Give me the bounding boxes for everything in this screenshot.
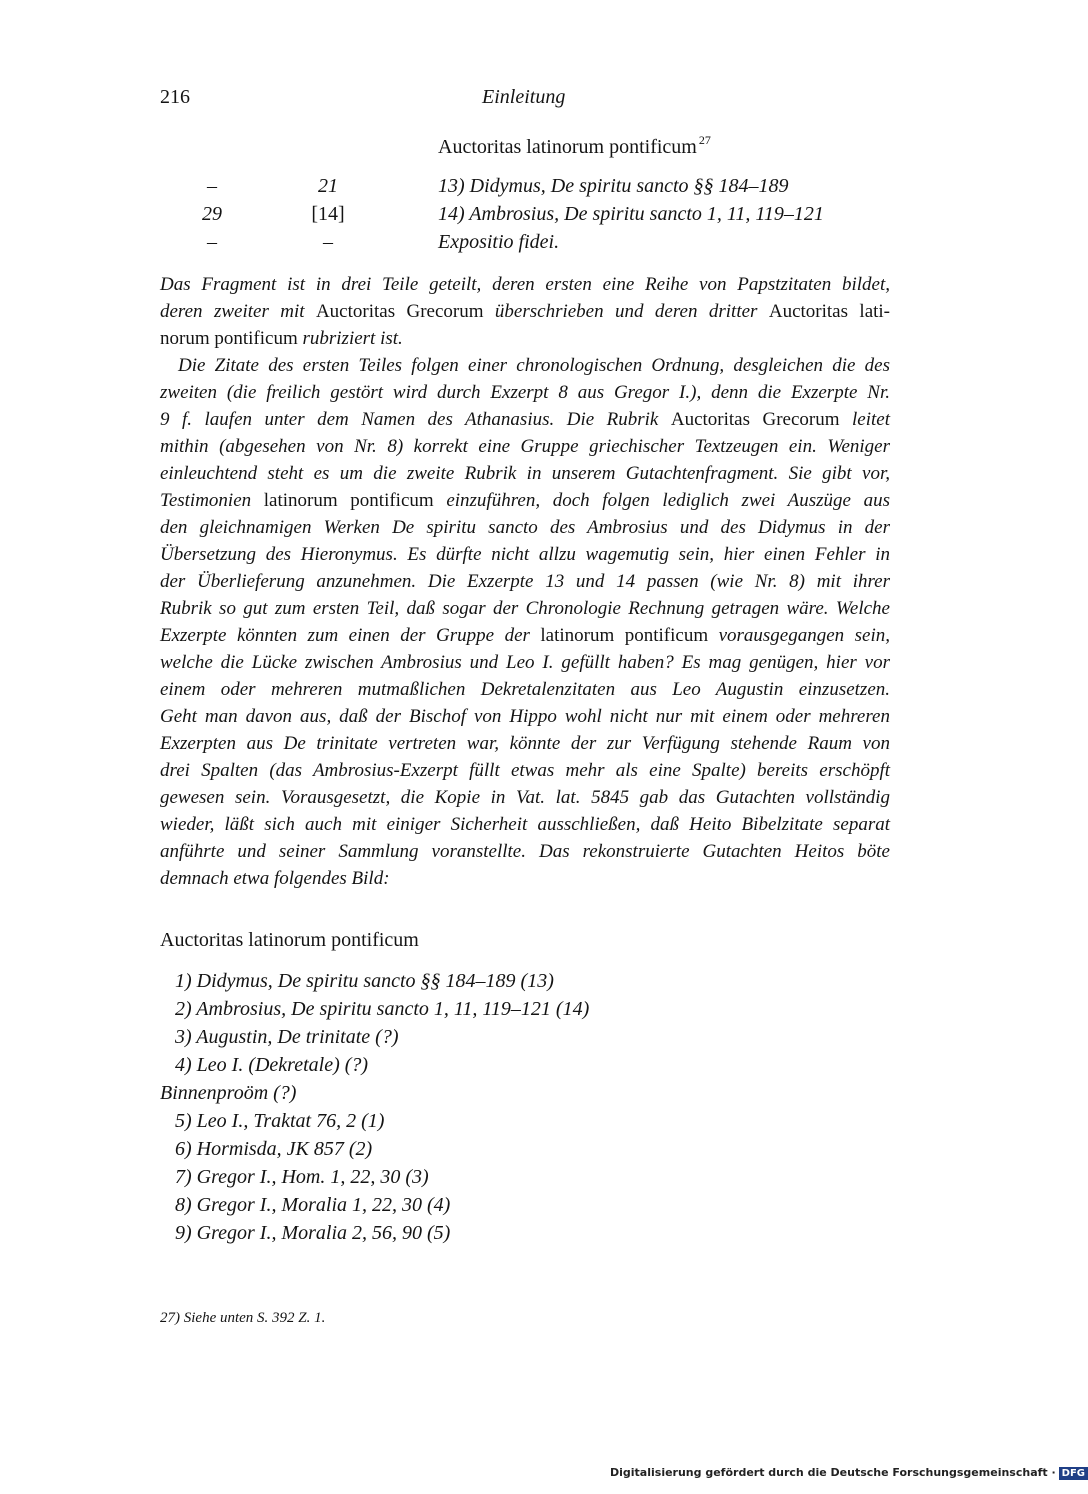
text-line: einem oder mehreren mutmaßlichen Dekretalenzitaten aus Leo Augustin einzusetzen. bbox=[160, 679, 890, 700]
table-cell-col1: – bbox=[207, 231, 217, 253]
list-item: 1) Didymus, De spiritu sancto §§ 184–189 (13) bbox=[175, 970, 554, 992]
page-number: 216 bbox=[160, 86, 190, 108]
footnote-marker: 27 bbox=[698, 133, 711, 147]
table-cell-col1: – bbox=[207, 175, 217, 197]
text-line: norum pontificum rubriziert ist. bbox=[160, 328, 403, 349]
running-head: Einleitung bbox=[482, 86, 566, 108]
footnote: 27) Siehe unten S. 392 Z. 1. bbox=[160, 1310, 326, 1326]
text-line: Exzerpte könnten zum einen der Gruppe der latinorum pontificum vorausgegangen sein, bbox=[160, 625, 890, 646]
text-line: mithin (abgesehen von Nr. 8) korrekt eine Gruppe griechischer Textzeugen ein. Weniger bbox=[160, 436, 890, 457]
list-item: 9) Gregor I., Moralia 2, 56, 90 (5) bbox=[175, 1222, 451, 1244]
table-cell-col2: 21 bbox=[318, 175, 338, 197]
text-line: drei Spalten (das Ambrosius-Exzerpt füllt etwas mehr als eine Spalte) bereits erschöpft bbox=[160, 760, 890, 781]
text-line: Rubrik so gut zum ersten Teil, daß sogar der Chronologie Rechnung getragen wäre. Welche bbox=[160, 598, 890, 619]
table-title-text: Auctoritas latinorum pontificum bbox=[438, 136, 697, 158]
text-line: deren zweiter mit Auctoritas Grecorum überschrieben und deren dritter Auctoritas lati- bbox=[160, 301, 891, 322]
text-line: zweiten (die freilich gestört wird durch Exzerpt 8 aus Gregor I.), denn die Exzerpte Nr. bbox=[160, 382, 890, 403]
table-cell-col3: 14) Ambrosius, De spiritu sancto 1, 11, 119–121 bbox=[438, 203, 824, 225]
text-line: einleuchtend steht es um die zweite Rubrik in unserem Gutachtenfragment. Sie gibt vor, bbox=[160, 463, 890, 484]
text-line: Exzerpten aus De trinitate vertreten war, könnte der zur Verfügung stehende Raum von bbox=[160, 733, 890, 754]
list-item: 8) Gregor I., Moralia 1, 22, 30 (4) bbox=[175, 1194, 451, 1216]
table-cell-col2: – bbox=[323, 231, 333, 253]
text-line: 9 f. laufen unter dem Namen des Athanasius. Die Rubrik Auctoritas Grecorum leitet bbox=[160, 409, 891, 430]
text-line: Das Fragment ist in drei Teile geteilt, deren ersten eine Reihe von Papstzitaten bildet, bbox=[160, 274, 890, 295]
table-row bbox=[0, 231, 1000, 259]
text-line: demnach etwa folgendes Bild: bbox=[160, 868, 390, 889]
text-line: der Überlieferung anzunehmen. Die Exzerpte 13 und 14 passen (wie Nr. 8) mit ihrer bbox=[160, 571, 890, 592]
list-heading: Auctoritas latinorum pontificum bbox=[160, 929, 419, 951]
list-item: 5) Leo I., Traktat 76, 2 (1) bbox=[175, 1110, 385, 1132]
list-item: 3) Augustin, De trinitate (?) bbox=[175, 1026, 399, 1048]
list-item: 2) Ambrosius, De spiritu sancto 1, 11, 119–121 (14) bbox=[175, 998, 590, 1020]
text-line: den gleichnamigen Werken De spiritu sancto des Ambrosius und des Didymus in der bbox=[160, 517, 890, 538]
list-item: 6) Hormisda, JK 857 (2) bbox=[175, 1138, 373, 1160]
text-line: wieder, läßt sich auch mit einiger Sicherheit ausschließen, daß Heito Bibelzitate separat bbox=[160, 814, 890, 835]
table-row bbox=[0, 203, 1000, 231]
funding-note bbox=[610, 1466, 1088, 1480]
text-line: anführte und seiner Sammlung voranstellte. Das rekonstruierte Gutachten Heitos böte bbox=[160, 841, 890, 862]
table-cell-col3: Expositio fidei. bbox=[438, 231, 560, 253]
list-subheading: Binnenproöm (?) bbox=[160, 1082, 297, 1104]
list-item: 7) Gregor I., Hom. 1, 22, 30 (3) bbox=[175, 1166, 429, 1188]
table-cell-col3: 13) Didymus, De spiritu sancto §§ 184–189 bbox=[438, 175, 789, 197]
dfg-logo: DFG bbox=[1059, 1467, 1088, 1480]
text-line: welche die Lücke zwischen Ambrosius und Leo I. gefüllt haben? Es mag genügen, hier vor bbox=[160, 652, 890, 673]
text-line: gewesen sein. Vorausgesetzt, die Kopie in Vat. lat. 5845 gab das Gutachten vollständig bbox=[160, 787, 890, 808]
text-line: Geht man davon aus, daß der Bischof von Hippo wohl nicht nur mit einem oder mehreren bbox=[160, 706, 890, 727]
text-line: Übersetzung des Hieronymus. Es dürfte nicht allzu wagemutig sein, hier einen Fehler in bbox=[160, 544, 890, 565]
text-line: Testimonien latinorum pontificum einzuführen, doch folgen lediglich zwei Auszüge aus bbox=[160, 490, 890, 511]
table-cell-col1: 29 bbox=[202, 203, 222, 225]
funding-note-text: Digitalisierung gefördert durch die Deutsche Forschungsgemeinschaft · bbox=[610, 1466, 1056, 1479]
text-line: Die Zitate des ersten Teiles folgen einer chronologischen Ordnung, desgleichen die des bbox=[178, 355, 890, 376]
table-cell-col2: [14] bbox=[311, 203, 345, 225]
table-row bbox=[0, 175, 1000, 203]
table-title bbox=[438, 133, 711, 159]
list-item: 4) Leo I. (Dekretale) (?) bbox=[175, 1054, 369, 1076]
